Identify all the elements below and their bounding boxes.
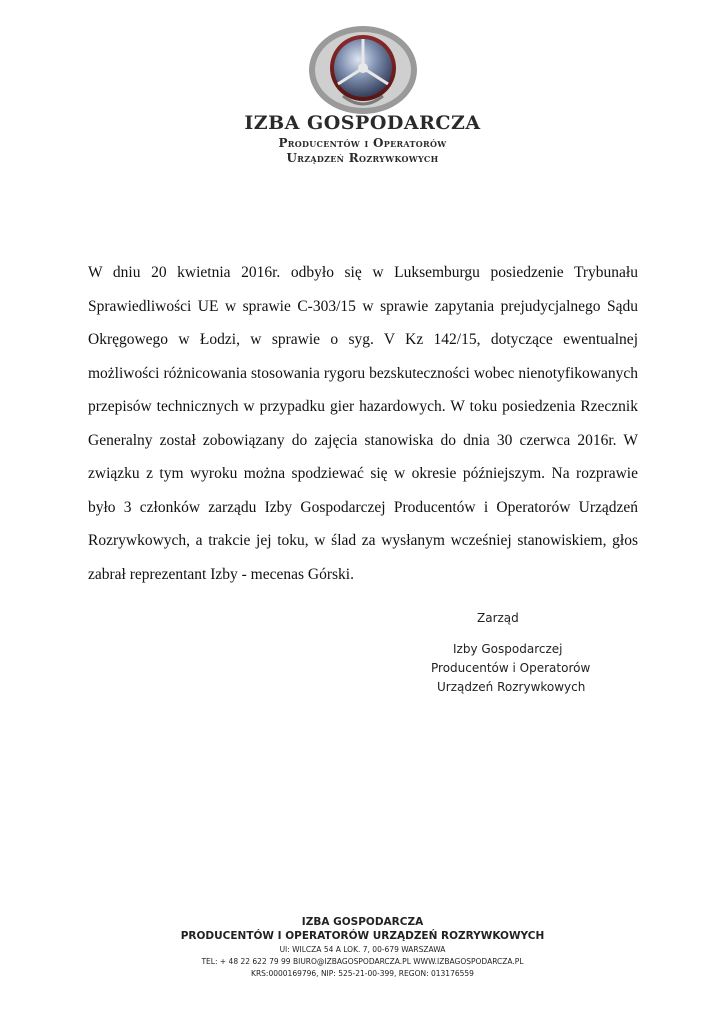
org-subtitle-line-2: Urządzeń Rozrywkowych (286, 151, 439, 165)
org-name-header: IZBA GOSPODARCZA (244, 112, 481, 134)
org-subtitle-line-1: Producentów i Operatorów (278, 136, 447, 150)
footer-registry: KRS:0000169796, NIP: 525-21-00-399, REGON: 013176559 (251, 969, 474, 978)
footer (0, 915, 725, 980)
signature-line-4: Urządzeń Rozrywkowych (437, 680, 586, 694)
footer-contact: TEL: + 48 22 622 79 99 BIURO@IZBAGOSPODARCZA.PL WWW.IZBAGOSPODARCZA.PL (201, 957, 524, 966)
footer-org-name: IZBA GOSPODARCZA (301, 916, 424, 928)
signature-line-1: Zarząd (477, 611, 519, 625)
signature-line-3: Producentów i Operatorów (431, 661, 591, 675)
footer-org-full-name: PRODUCENTÓW I OPERATORÓW URZĄDZEŃ ROZRYWKOWYCH (180, 930, 545, 942)
signature-line-2: Izby Gospodarczej (453, 642, 563, 656)
chamber-logo-emblem-icon (303, 24, 423, 116)
letter-body (88, 256, 638, 591)
footer-address: Ul: WILCZA 54 A LOK. 7, 00-679 WARSZAWA (279, 945, 446, 954)
letter-paragraph: W dniu 20 kwietnia 2016r. odbyło się w Luksemburgu posiedzenie Trybunału Sprawiedliwości UE w sprawie C-303/15 w sprawie zapytania prejudycjalnego Sądu Okręgowego w Łodzi, w sprawie o syg. V Kz 142/15, dotyczące ewentualnej możliwości różnicowania stosowania rygoru bezskuteczności wobec nienotyfikowanych przepisów technicznych w przypadku gier hazardowych. W toku posiedzenia Rzecznik Generalny został zobowiązany do zajęcia stanowiska do dnia 30 czerwca 2016r. W związku z tym wyroku można spodziewać się w okresie późniejszym. Na rozprawie było 3 członków zarządu Izby Gospodarczej Producentów i Operatorów Urządzeń Rozrywkowych, a trakcie jej toku, w ślad za wysłanym wcześniej stanowiskiem, głos zabrał reprezentant Izby - mecenas Górski. (88, 264, 638, 583)
